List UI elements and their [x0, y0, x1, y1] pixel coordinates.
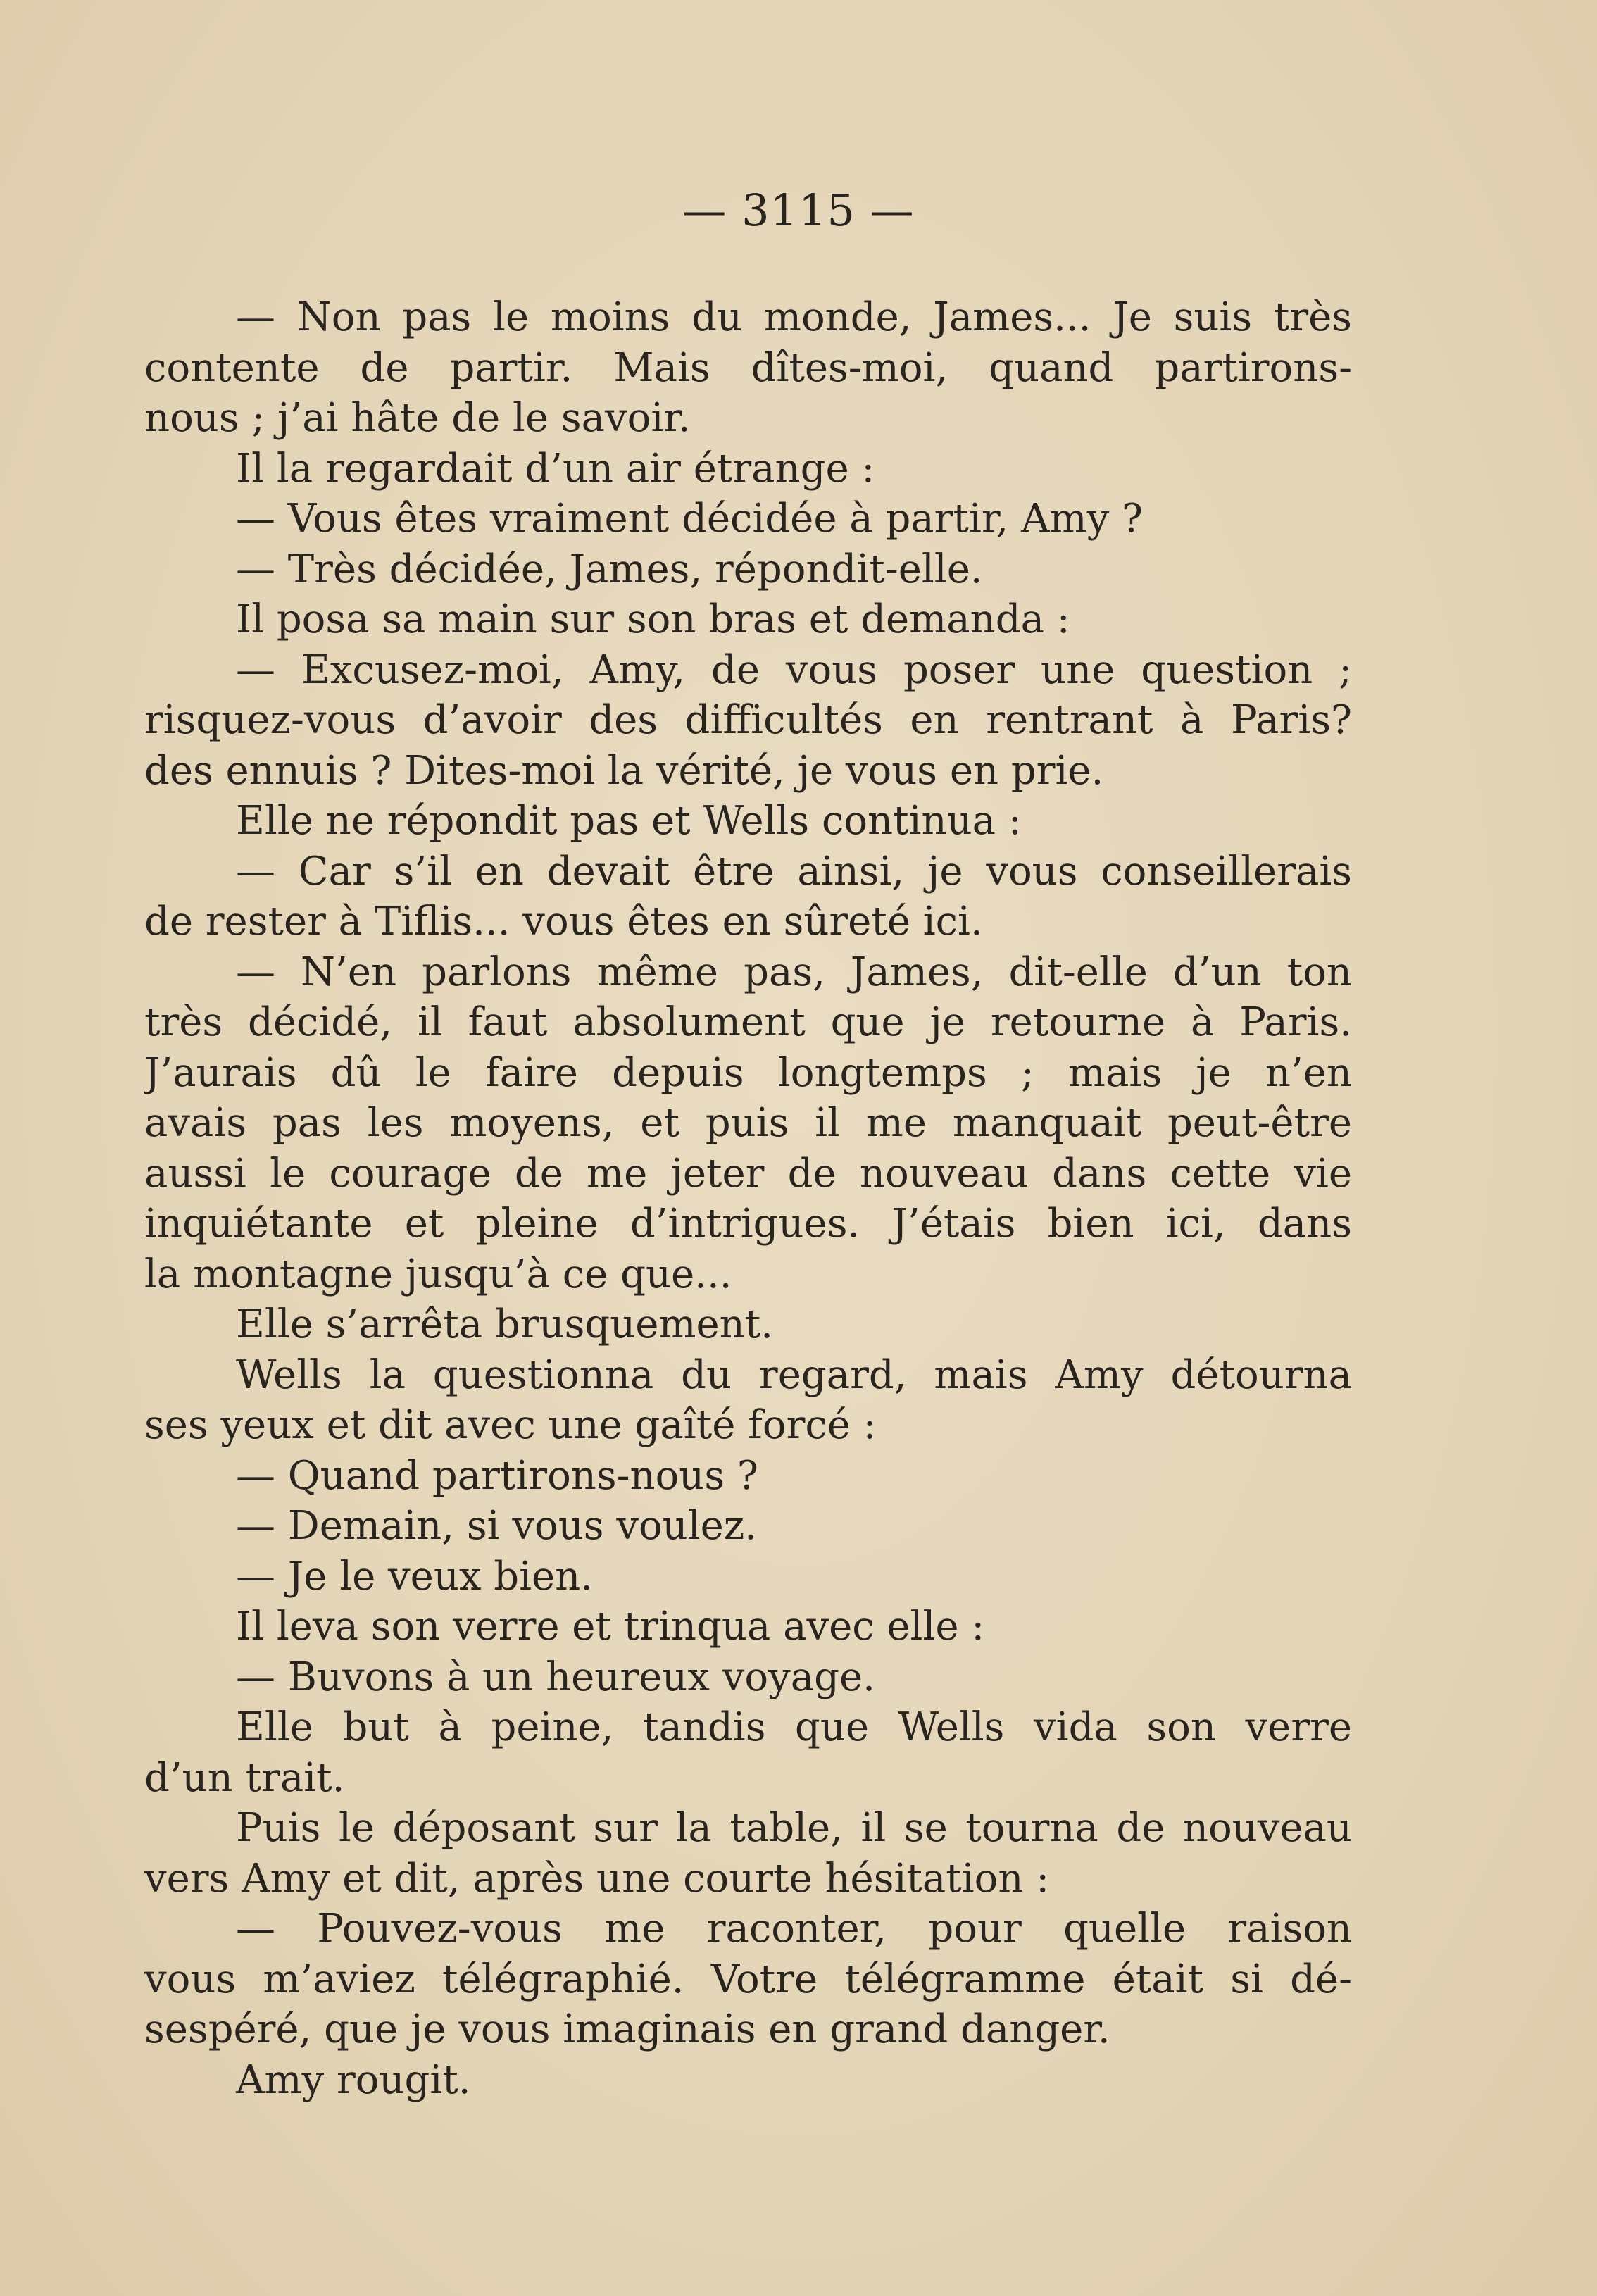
text-line: la montagne jusqu’à ce que... [144, 1251, 732, 1297]
page-number: — 3115 — [682, 185, 915, 236]
text-line: aussi le courage de me jeter de nouveau dans cette vie [144, 1150, 1352, 1197]
text-line: — Vous êtes vraiment décidée à partir, Amy ? [236, 496, 1144, 542]
text-line: avais pas les moyens, et puis il me manquait peut-être [144, 1100, 1352, 1146]
text-line: des ennuis ? Dites-moi la vérité, je vous en prie. [144, 747, 1104, 794]
text-line: d’un trait. [144, 1754, 345, 1801]
text-line: Il posa sa main sur son bras et demanda : [236, 597, 1070, 642]
text-line: — Car s’il en devait être ainsi, je vous conseillerais [236, 848, 1352, 894]
text-line: — Très décidée, James, répondit-elle. [236, 546, 983, 592]
text-line: vers Amy et dit, après une courte hésitation : [144, 1855, 1050, 1902]
text-line: très décidé, il faut absolument que je retourne à Paris. [144, 999, 1352, 1045]
text-line: J’aurais dû le faire depuis longtemps ; mais je n’en [144, 1049, 1352, 1096]
text-line: Elle ne répondit pas et Wells continua : [236, 798, 1022, 844]
body-text [144, 292, 1352, 2105]
text-line: — N’en parlons même pas, James, dit-elle d’un ton [236, 949, 1352, 995]
text-line: — Buvons à un heureux voyage. [236, 1654, 875, 1700]
text-line: Puis le déposant sur la table, il se tourna de nouveau [236, 1805, 1352, 1851]
text-line: sespéré, que je vous imaginais en grand danger. [144, 2007, 1110, 2052]
text-line: — Non pas le moins du monde, James... Je suis très [236, 294, 1352, 340]
text-line: Il leva son verre et trinqua avec elle : [236, 1604, 985, 1649]
text-line: inquiétante et pleine d’intrigues. J’étais bien ici, dans [144, 1201, 1352, 1247]
text-line: — Demain, si vous voulez. [236, 1503, 758, 1549]
text-line: Elle but à peine, tandis que Wells vida son verre [236, 1704, 1352, 1750]
text-line: Amy rougit. [236, 2057, 471, 2103]
text-line: — Je le veux bien. [236, 1553, 594, 1599]
text-line: vous m’aviez télégraphié. Votre télégramme était si dé- [144, 1956, 1352, 2002]
text-line: de rester à Tiflis... vous êtes en sûreté ici. [144, 899, 983, 944]
text-line: contente de partir. Mais dîtes-moi, quand partirons- [144, 344, 1352, 391]
text-line: ses yeux et dit avec une gaîté forcé : [144, 1402, 877, 1448]
text-line: Wells la questionna du regard, mais Amy détourna [236, 1352, 1352, 1398]
text-line: nous ; j’ai hâte de le savoir. [144, 395, 691, 441]
text-line: Elle s’arrêta brusquement. [236, 1302, 774, 1347]
text-line: Il la regardait d’un air étrange : [236, 445, 875, 492]
text-line: — Excusez-moi, Amy, de vous poser une question ; [236, 647, 1352, 693]
text-line: — Quand partirons-nous ? [236, 1452, 758, 1499]
text-line: risquez-vous d’avoir des difficultés en rentrant à Paris? [144, 697, 1352, 743]
text-line: — Pouvez-vous me raconter, pour quelle raison [236, 1906, 1352, 1952]
